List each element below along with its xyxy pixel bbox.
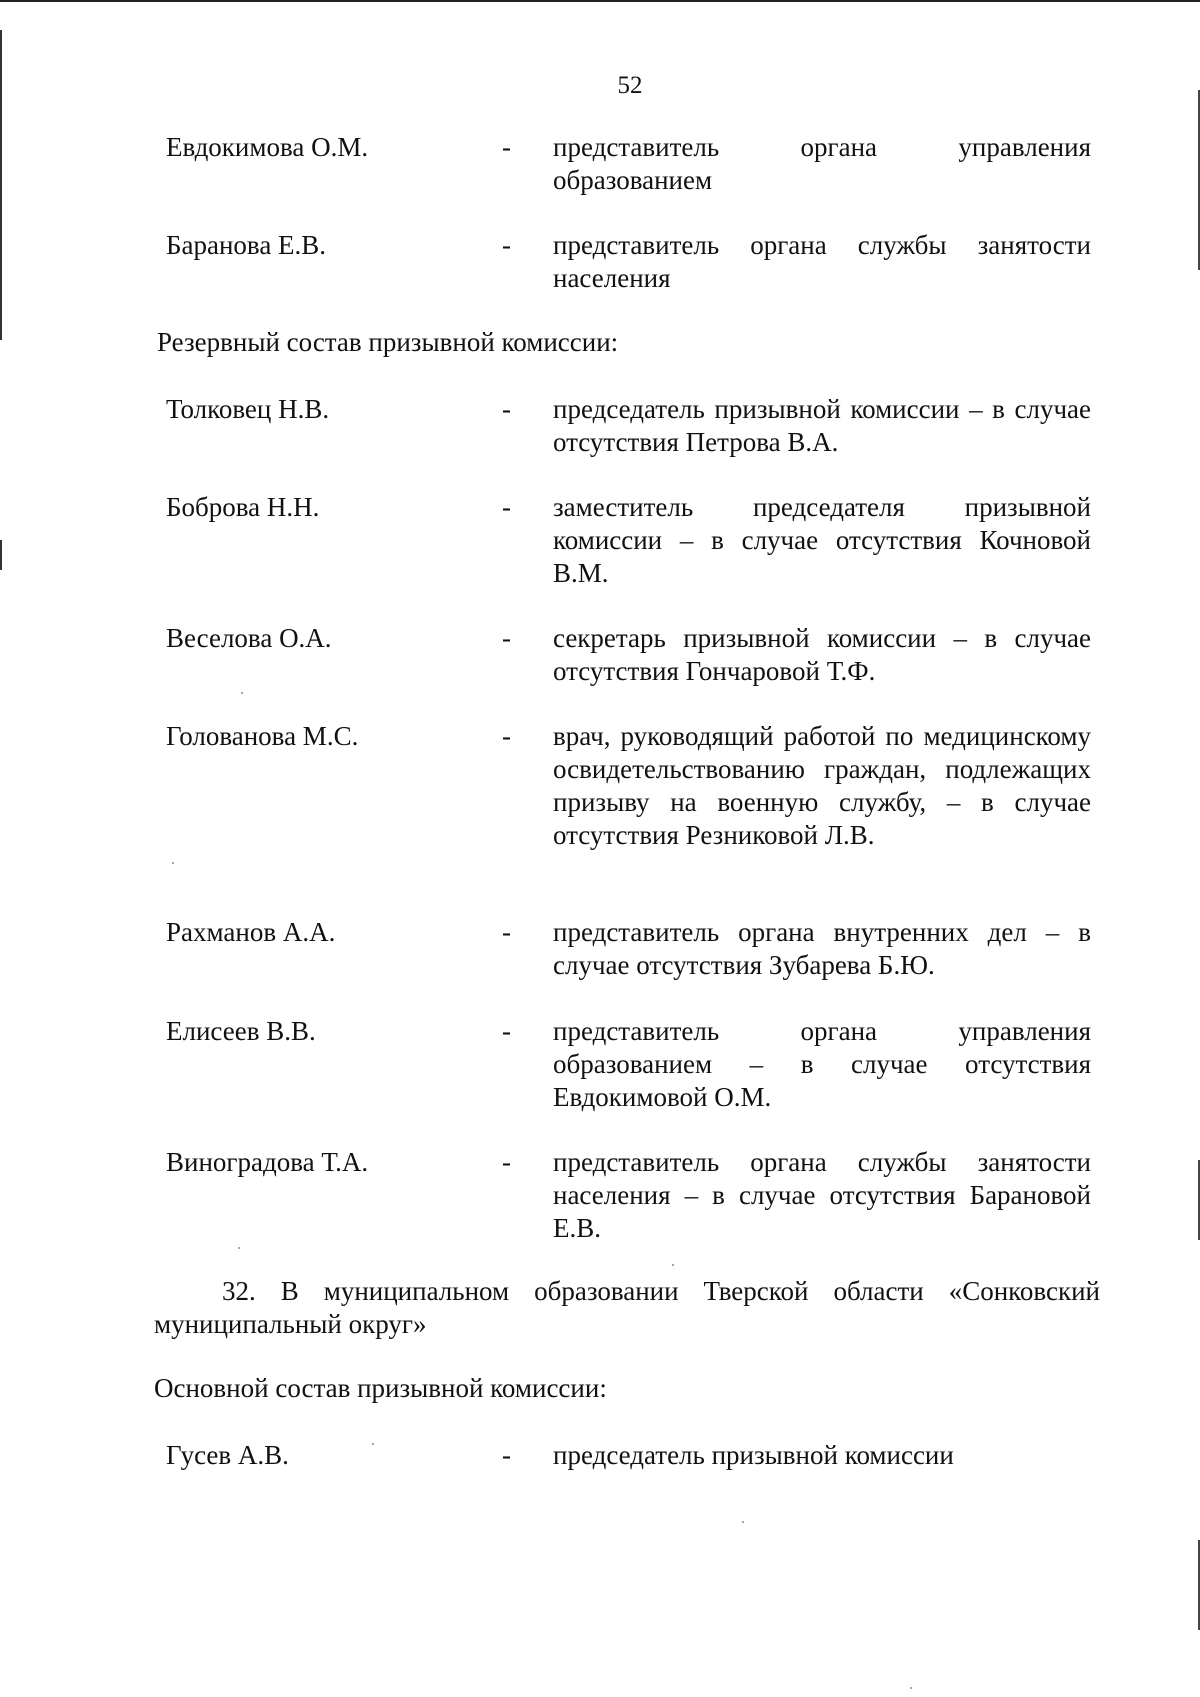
separator-dash: - bbox=[502, 230, 511, 260]
page-number: 52 bbox=[617, 72, 643, 99]
member-name: Гусев А.В. bbox=[166, 1440, 289, 1470]
scan-speck bbox=[241, 692, 243, 694]
scan-edge-left bbox=[0, 540, 2, 570]
separator-dash: - bbox=[502, 917, 511, 947]
member-role: представитель органа службы занятости населения – в случае отсутствия Барановой Е.В. bbox=[553, 1147, 1091, 1243]
separator-dash: - bbox=[502, 1147, 511, 1177]
reserve-heading: Резервный состав призывной комиссии: bbox=[157, 327, 619, 357]
member-role: председатель призывной комиссии – в случае отсутствия Петрова В.А. bbox=[553, 394, 1091, 457]
member-name: Рахманов А.А. bbox=[166, 917, 336, 947]
separator-dash: - bbox=[502, 132, 511, 162]
main-heading: Основной состав призывной комиссии: bbox=[154, 1373, 607, 1403]
member-role: секретарь призывной комиссии – в случае отсутствия Гончаровой Т.Ф. bbox=[553, 623, 1091, 686]
scan-speck bbox=[742, 1521, 744, 1523]
member-role: председатель призывной комиссии bbox=[553, 1440, 954, 1470]
separator-dash: - bbox=[502, 1440, 511, 1470]
member-name: Виноградова Т.А. bbox=[166, 1147, 369, 1177]
scan-speck bbox=[672, 1264, 674, 1266]
separator-dash: - bbox=[502, 1016, 511, 1046]
separator-dash: - bbox=[502, 721, 511, 751]
separator-dash: - bbox=[502, 492, 511, 522]
member-name: Елисеев В.В. bbox=[166, 1016, 316, 1046]
member-role: врач, руководящий работой по медицинскому освидетельствованию граждан, подлежащих призыву на военную службу, – в случае отсутствия Резниковой Л.В. bbox=[553, 721, 1091, 850]
scan-speck bbox=[172, 862, 174, 864]
scan-speck bbox=[372, 1443, 374, 1445]
member-name: Евдокимова О.М. bbox=[166, 132, 369, 162]
section-heading bbox=[154, 1275, 1100, 1341]
separator-dash: - bbox=[502, 623, 511, 653]
section-heading-text: 32. В муниципальном образовании Тверской области «Сонковский муниципальный округ» bbox=[154, 1276, 1100, 1339]
member-name: Боброва Н.Н. bbox=[166, 492, 320, 522]
member-name: Голованова М.С. bbox=[166, 721, 359, 751]
member-name: Толковец Н.В. bbox=[166, 394, 330, 424]
member-role: заместитель председателя призывной комиссии – в случае отсутствия Кочновой В.М. bbox=[553, 492, 1091, 588]
member-role: представитель органа службы занятости населения bbox=[553, 230, 1091, 293]
scan-speck bbox=[910, 1687, 912, 1689]
scan-edge-top bbox=[0, 0, 1200, 2]
separator-dash: - bbox=[502, 394, 511, 424]
member-role: представитель органа управления образованием bbox=[553, 132, 1091, 195]
member-name: Веселова О.А. bbox=[166, 623, 332, 653]
scan-speck bbox=[238, 1247, 240, 1249]
member-role: представитель органа управления образованием – в случае отсутствия Евдокимовой О.М. bbox=[553, 1016, 1091, 1112]
member-name: Баранова Е.В. bbox=[166, 230, 327, 260]
member-role: представитель органа внутренних дел – в случае отсутствия Зубарева Б.Ю. bbox=[553, 917, 1091, 980]
